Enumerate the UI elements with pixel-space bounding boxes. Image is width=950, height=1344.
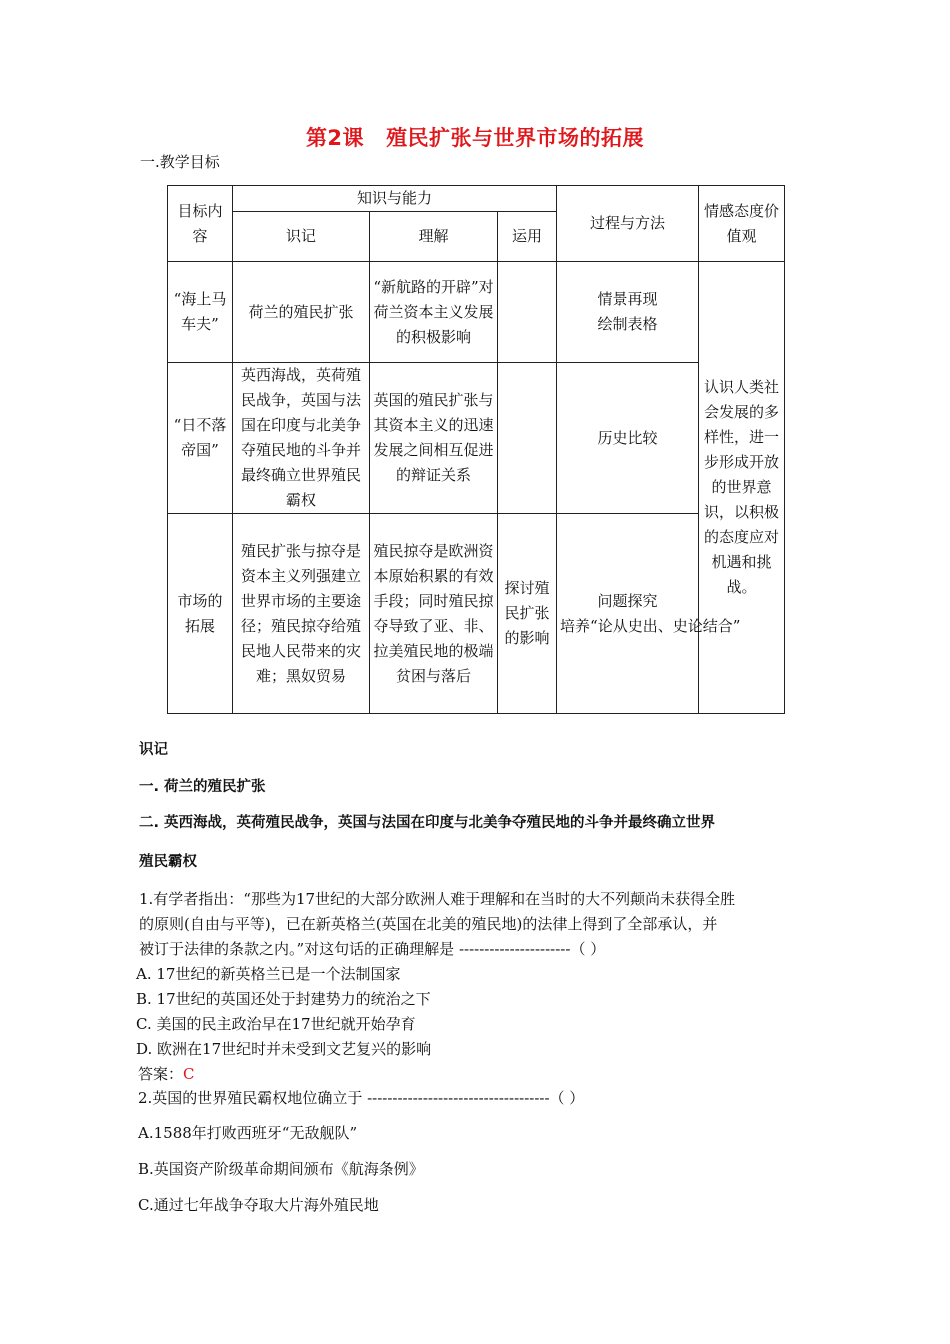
question1-line1: 1.有学者指出：“那些为17世纪的大部分欧洲人难于理解和在当时的大不列颠尚未获得全胜 — [139, 890, 736, 908]
question1-option-d: D. 欧洲在17世纪时并未受到文艺复兴的影响 — [136, 1040, 432, 1058]
question2-option-a: A.1588年打败西班牙“无敌舰队” — [138, 1124, 358, 1142]
header-emotion: 情感态度价值观 — [699, 186, 785, 262]
row2-recall: 英西海战，英荷殖民战争，英国与法国在印度与北美争夺殖民地的斗争并最终确立世界殖民霸权 — [233, 363, 370, 514]
row2-process — [557, 363, 699, 514]
row3-process — [557, 514, 741, 714]
question1-option-b: B. 17世纪的英国还处于封建势力的统治之下 — [136, 990, 431, 1008]
row3-process-line1: 问题探究 — [597, 591, 658, 610]
header-process: 过程与方法 — [557, 186, 699, 262]
question1-option-a: A. 17世纪的新英格兰已是一个法制国家 — [136, 965, 401, 983]
row1-process — [557, 262, 699, 363]
recall-heading: 识记 — [139, 742, 168, 758]
section-heading: 一.教学目标 — [140, 153, 220, 171]
row1-process-line2: 绘制表格 — [597, 315, 658, 333]
row3-target: 市场的拓展 — [168, 514, 233, 714]
row2-process-line1: 历史比较 — [597, 428, 658, 447]
question2-option-b: B.英国资产阶级革命期间颁布《航海条例》 — [138, 1160, 424, 1178]
row3-process-line2: 培养“论从史出、史论结合” — [560, 616, 741, 635]
question1-answer — [138, 1064, 195, 1084]
row2-apply — [498, 363, 557, 514]
lesson-number: 第2课 — [305, 126, 365, 150]
row3-apply: 探讨殖民扩张的影响 — [498, 514, 557, 714]
subheading-britain-line1: 二. 英西海战，英荷殖民战争，英国与法国在印度与北美争夺殖民地的斗争并最终确立世界 — [139, 815, 716, 831]
header-apply: 运用 — [498, 212, 557, 262]
header-target: 目标内容 — [168, 186, 233, 262]
row1-recall: 荷兰的殖民扩张 — [233, 262, 370, 363]
subheading-netherlands: 一. 荷兰的殖民扩张 — [139, 779, 266, 795]
row2-understand: 英国的殖民扩张与其资本主义的迅速发展之间相互促进的辩证关系 — [370, 363, 498, 514]
header-understand: 理解 — [370, 212, 498, 262]
table-row — [168, 262, 785, 363]
row1-target: “海上马车夫” — [168, 262, 233, 363]
answer-value: C — [183, 1065, 195, 1083]
subheading-britain-line2: 殖民霸权 — [139, 854, 197, 870]
question2-stem: 2.英国的世界殖民霸权地位确立于 ------------------------------------（ ） — [138, 1089, 585, 1107]
question2-option-c: C.通过七年战争夺取大片海外殖民地 — [138, 1196, 379, 1214]
lesson-name: 殖民扩张与世界市场的拓展 — [386, 126, 645, 150]
header-recall: 识记 — [233, 212, 370, 262]
question1-line3: 被订于法律的条款之内。”对这句话的正确理解是 ----------------------（ ） — [139, 940, 606, 958]
row1-process-line1: 情景再现 — [597, 290, 658, 308]
row3-understand: 殖民掠夺是欧洲资本原始积累的有效手段；同时殖民掠夺导致了亚、非、拉美殖民地的极端贫困与落后 — [370, 514, 498, 714]
objectives-table — [167, 185, 785, 714]
header-knowledge: 知识与能力 — [233, 186, 557, 212]
table-row — [168, 363, 785, 514]
row1-apply — [498, 262, 557, 363]
row1-understand: “新航路的开辟”对荷兰资本主义发展的积极影响 — [370, 262, 498, 363]
row3-recall: 殖民扩张与掠夺是资本主义列强建立世界市场的主要途径；殖民掠夺给殖民地人民带来的灾难；黑奴贸易 — [233, 514, 370, 714]
emotion-value: 认识人类社会发展的多样性，进一步形成开放的世界意识，以积极的态度应对机遇和挑战。 — [699, 262, 785, 714]
row2-target: “日不落帝国” — [168, 363, 233, 514]
question1-line2: 的原则(自由与平等)，已在新英格兰(英国在北美的殖民地)的法律上得到了全部承认，并 — [139, 915, 718, 933]
table-row — [168, 514, 785, 714]
page-title — [0, 122, 950, 152]
question1-option-c: C. 美国的民主政治早在17世纪就开始孕育 — [136, 1015, 416, 1033]
answer-label: 答案： — [138, 1065, 184, 1083]
